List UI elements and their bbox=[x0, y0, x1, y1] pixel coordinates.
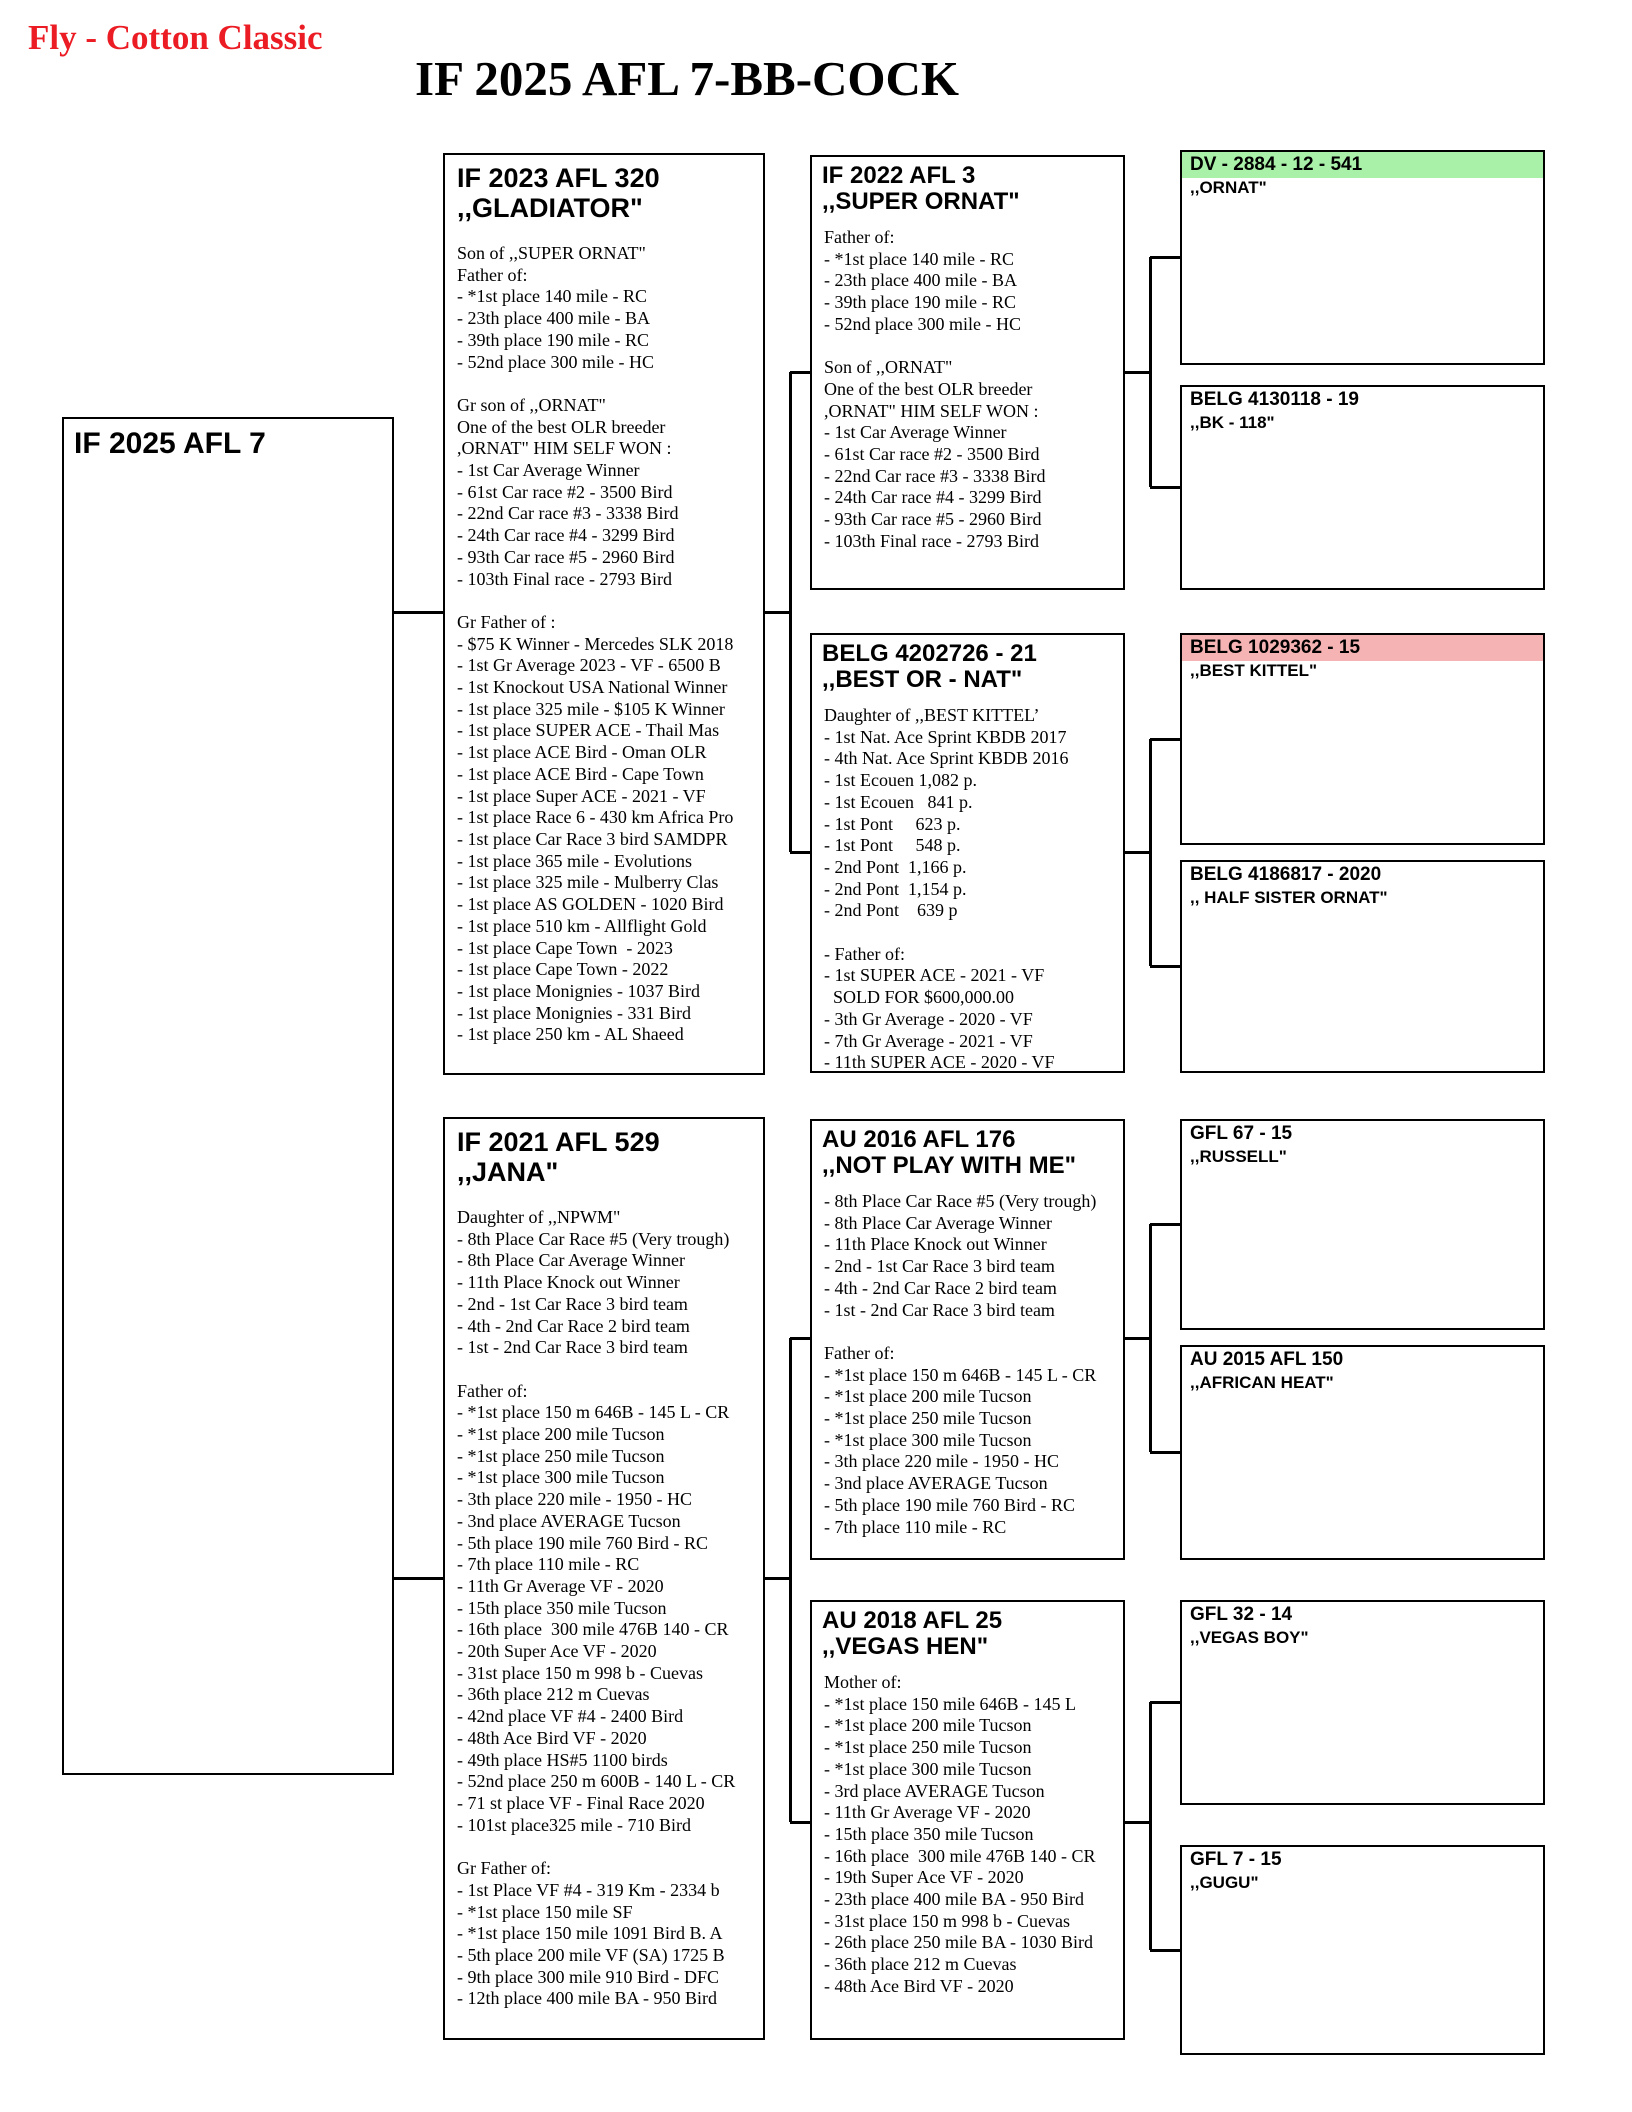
dam-dam-achievements bbox=[812, 1672, 1123, 1998]
achievement-line: Father of: bbox=[824, 227, 895, 247]
achievement-line: - 1st place SUPER ACE - Thail Mas bbox=[457, 720, 720, 741]
sire-sire-ring-id: IF 2022 AFL 3 bbox=[822, 162, 976, 189]
achievement-line: - 1st Ecouen 841 p. bbox=[824, 791, 973, 812]
dam-sire-achievements bbox=[812, 1191, 1123, 1538]
achievement-line: - 2nd - 1st Car Race 3 bird team bbox=[824, 1256, 1055, 1277]
achievement-line: - 48th Ace Bird VF - 2020 bbox=[457, 1727, 647, 1748]
achievement-line bbox=[457, 1836, 755, 1858]
achievement-line: - *1st place 250 mile Tucson bbox=[457, 1445, 665, 1466]
connector-line bbox=[394, 1577, 443, 1580]
gen4-name: ,,AFRICAN HEAT" bbox=[1190, 1373, 1334, 1392]
achievement-line: - *1st place 150 mile 646B - 145 L bbox=[824, 1693, 1076, 1714]
achievement-line: - 1st Ecouen 1,082 p. bbox=[824, 770, 977, 791]
achievement-line: - *1st place 150 m 646B - 145 L - CR bbox=[457, 1402, 730, 1423]
achievement-line: Gr son of ,,ORNAT" bbox=[457, 394, 606, 415]
achievement-line: - 1st place 325 mile - $105 K Winner bbox=[457, 698, 725, 719]
achievement-line: - 11th Gr Average VF - 2020 bbox=[824, 1802, 1031, 1823]
achievement-line: - Father of: bbox=[824, 943, 905, 964]
achievement-line: Son of ,,SUPER ORNAT" bbox=[457, 243, 646, 263]
achievement-line: - 4th - 2nd Car Race 2 bird team bbox=[824, 1277, 1057, 1298]
achievement-line: - *1st place 200 mile Tucson bbox=[824, 1386, 1032, 1407]
connector-line bbox=[789, 372, 792, 852]
gen4-ring-id: GFL 7 - 15 bbox=[1190, 1849, 1282, 1870]
connector-line bbox=[1149, 1224, 1152, 1452]
achievement-line: - 5th place 190 mile 760 Bird - RC bbox=[824, 1494, 1075, 1515]
subject-ring-id: IF 2025 AFL 7 bbox=[74, 427, 266, 460]
connector-line bbox=[1150, 1451, 1180, 1454]
achievement-line: - 93th Car race #5 - 2960 Bird bbox=[457, 546, 675, 567]
achievement-line: - 16th place 300 mile 476B 140 - CR bbox=[824, 1845, 1096, 1866]
connector-line bbox=[1150, 256, 1180, 259]
sire-dam-ring-id: BELG 4202726 - 21 bbox=[822, 640, 1037, 667]
achievement-line: - 36th place 212 m Cuevas bbox=[824, 1954, 1017, 1975]
achievement-line: Father of: bbox=[457, 1380, 528, 1401]
sire-dam-name: ,,BEST OR - NAT" bbox=[822, 666, 1023, 693]
dam-sire-box bbox=[810, 1119, 1125, 1560]
gen4-box-russell bbox=[1180, 1119, 1545, 1330]
sire-ring-id: IF 2023 AFL 320 bbox=[457, 163, 660, 193]
achievement-line: - 93th Car race #5 - 2960 Bird bbox=[824, 509, 1042, 530]
achievement-line bbox=[824, 336, 1115, 358]
gen4-name: ,,ORNAT" bbox=[1190, 178, 1267, 197]
gen4-box-ornat bbox=[1180, 150, 1545, 365]
achievement-line: - $75 K Winner - Mercedes SLK 2018 bbox=[457, 633, 734, 654]
achievement-line: - 3nd place AVERAGE Tucson bbox=[457, 1510, 681, 1531]
connector-line bbox=[1150, 1223, 1180, 1226]
achievement-line: - 1st Pont 623 p. bbox=[824, 813, 961, 834]
achievement-line: ,ORNAT" HIM SELF WON : bbox=[457, 438, 672, 459]
achievement-line: - 1st place 510 km - Allflight Gold bbox=[457, 915, 707, 936]
achievement-line: - 15th place 350 mile Tucson bbox=[457, 1597, 667, 1618]
achievement-line: - 5th place 190 mile 760 Bird - RC bbox=[457, 1532, 708, 1553]
sire-sire-box bbox=[810, 155, 1125, 590]
connector-line bbox=[1149, 1702, 1152, 1950]
achievement-line: - 23th place 400 mile - BA bbox=[457, 308, 650, 329]
achievement-line bbox=[824, 922, 1115, 944]
achievement-line: Mother of: bbox=[824, 1672, 902, 1692]
connector-line bbox=[1150, 486, 1180, 489]
achievement-line: - 52nd place 300 mile - HC bbox=[457, 351, 654, 372]
achievement-line: - 2nd Pont 1,166 p. bbox=[824, 856, 967, 877]
achievement-line bbox=[824, 1321, 1115, 1343]
achievement-line: - *1st place 300 mile Tucson bbox=[824, 1429, 1032, 1450]
achievement-line: Son of ,,ORNAT" bbox=[824, 357, 953, 378]
gen4-box-gugu bbox=[1180, 1845, 1545, 2055]
connector-line bbox=[1150, 1949, 1180, 1952]
achievement-line: - *1st place 300 mile Tucson bbox=[824, 1758, 1032, 1779]
gen4-box-best-kittel bbox=[1180, 633, 1545, 845]
achievement-line: - 23th place 400 mile - BA bbox=[824, 270, 1017, 291]
subject-box bbox=[62, 417, 394, 1775]
connector-line bbox=[1125, 851, 1150, 854]
gen4-name: ,,BEST KITTEL" bbox=[1190, 661, 1318, 680]
achievement-line: - 1st Nat. Ace Sprint KBDB 2017 bbox=[824, 726, 1067, 747]
achievement-line: - 3rd place AVERAGE Tucson bbox=[824, 1780, 1045, 1801]
sire-sire-name: ,,SUPER ORNAT" bbox=[822, 188, 1020, 215]
achievement-line: - 49th place HS#5 1100 birds bbox=[457, 1749, 668, 1770]
achievement-line: - 2nd Pont 639 p bbox=[824, 900, 958, 921]
gen4-name: ,,VEGAS BOY" bbox=[1190, 1628, 1309, 1647]
achievement-line: - 1st Car Average Winner bbox=[824, 422, 1007, 443]
achievement-line: - 1st place Race 6 - 430 km Africa Pro bbox=[457, 807, 734, 828]
achievement-line: - 7th Gr Average - 2021 - VF bbox=[824, 1030, 1033, 1051]
page-title: IF 2025 AFL 7-BB-COCK bbox=[415, 51, 960, 106]
achievement-line: - *1st place 150 mile 1091 Bird B. A bbox=[457, 1923, 723, 1944]
achievement-line: Gr Father of: bbox=[457, 1858, 551, 1879]
achievement-line: - 1st place 325 mile - Mulberry Clas bbox=[457, 872, 719, 893]
dam-dam-box bbox=[810, 1600, 1125, 2040]
connector-line bbox=[790, 851, 810, 854]
achievement-line: - 61st Car race #2 - 3500 Bird bbox=[457, 481, 673, 502]
achievement-line: - *1st place 150 mile SF bbox=[457, 1901, 633, 1922]
achievement-line bbox=[457, 1359, 755, 1381]
achievement-line bbox=[457, 590, 755, 612]
achievement-line bbox=[457, 373, 755, 395]
gen4-name: ,, HALF SISTER ORNAT" bbox=[1190, 888, 1388, 907]
dam-dam-ring-id: AU 2018 AFL 25 bbox=[822, 1607, 1003, 1634]
gen4-ring-id: BELG 4130118 - 19 bbox=[1190, 389, 1359, 410]
achievement-line: - *1st place 250 mile Tucson bbox=[824, 1737, 1032, 1758]
achievement-line: - 3th Gr Average - 2020 - VF bbox=[824, 1008, 1033, 1029]
achievement-line: - 9th place 300 mile 910 Bird - DFC bbox=[457, 1966, 719, 1987]
achievement-line: - 42nd place VF #4 - 2400 Bird bbox=[457, 1706, 684, 1727]
achievement-line: - 31st place 150 m 998 b - Cuevas bbox=[824, 1910, 1070, 1931]
connector-line bbox=[1125, 1337, 1150, 1340]
achievement-line: Father of: bbox=[457, 264, 528, 285]
connector-line bbox=[765, 611, 790, 614]
achievement-line: - 36th place 212 m Cuevas bbox=[457, 1684, 650, 1705]
achievement-line: - 22nd Car race #3 - 3338 Bird bbox=[824, 465, 1046, 486]
achievement-line: Father of: bbox=[824, 1342, 895, 1363]
dam-ring-id: IF 2021 AFL 529 bbox=[457, 1127, 660, 1157]
achievement-line: - *1st place 140 mile - RC bbox=[824, 248, 1014, 269]
connector-line bbox=[790, 1337, 810, 1340]
achievement-line: - 71 st place VF - Final Race 2020 bbox=[457, 1792, 705, 1813]
gen4-ring-id: GFL 67 - 15 bbox=[1190, 1123, 1293, 1144]
achievement-line: - 11th Place Knock out Winner bbox=[457, 1272, 680, 1293]
achievement-line: - 2nd - 1st Car Race 3 bird team bbox=[457, 1293, 688, 1314]
dam-sire-ring-id: AU 2016 AFL 176 bbox=[822, 1126, 1016, 1153]
achievement-line: - 1st Car Average Winner bbox=[457, 460, 640, 481]
dam-achievements bbox=[445, 1207, 763, 2010]
achievement-line: - 3th place 220 mile - 1950 - HC bbox=[457, 1489, 692, 1510]
achievement-line: - 103th Final race - 2793 Bird bbox=[457, 568, 672, 589]
connector-line bbox=[789, 1338, 792, 1822]
sire-sire-achievements bbox=[812, 227, 1123, 553]
achievement-line: - 1st place Cape Town - 2022 bbox=[457, 959, 669, 980]
achievement-line: - 31st place 150 m 998 b - Cuevas bbox=[457, 1662, 703, 1683]
dam-box bbox=[443, 1117, 765, 2040]
achievement-line: - 4th - 2nd Car Race 2 bird team bbox=[457, 1315, 690, 1336]
achievement-line: - 7th place 110 mile - RC bbox=[824, 1516, 1007, 1537]
achievement-line: - 24th Car race #4 - 3299 Bird bbox=[824, 487, 1042, 508]
achievement-line: - *1st place 300 mile Tucson bbox=[457, 1467, 665, 1488]
achievement-line: One of the best OLR breeder bbox=[457, 416, 666, 437]
connector-line bbox=[790, 1821, 810, 1824]
achievement-line: - 22nd Car race #3 - 3338 Bird bbox=[457, 503, 679, 524]
achievement-line: SOLD FOR $600,000.00 bbox=[824, 987, 1015, 1008]
achievement-line: - 52nd place 300 mile - HC bbox=[824, 313, 1021, 334]
achievement-line: - 1st place Super ACE - 2021 - VF bbox=[457, 785, 706, 806]
achievement-line: - 11th SUPER ACE - 2020 - VF bbox=[824, 1052, 1055, 1073]
connector-line bbox=[1150, 965, 1180, 968]
achievement-line: - 61st Car race #2 - 3500 Bird bbox=[824, 444, 1040, 465]
gen4-box-half-sister-ornat bbox=[1180, 860, 1545, 1073]
achievement-line: - 8th Place Car Race #5 (Very trough) bbox=[824, 1191, 1097, 1211]
achievement-line: - 39th place 190 mile - RC bbox=[824, 292, 1016, 313]
achievement-line: - 101st place325 mile - 710 Bird bbox=[457, 1814, 691, 1835]
gen4-name: ,,RUSSELL" bbox=[1190, 1147, 1287, 1166]
gen4-ring-id: BELG 4186817 - 2020 bbox=[1190, 864, 1382, 885]
achievement-line: - 11th Place Knock out Winner bbox=[824, 1234, 1047, 1255]
achievement-line: - 1st place ACE Bird - Oman OLR bbox=[457, 742, 707, 763]
connector-line bbox=[765, 1577, 790, 1580]
achievement-line: - 48th Ace Bird VF - 2020 bbox=[824, 1975, 1014, 1996]
achievement-line: - 20th Super Ace VF - 2020 bbox=[457, 1641, 657, 1662]
achievement-line: Daughter of ,,BEST KITTEL’ bbox=[824, 705, 1040, 725]
gen4-ring-id: BELG 1029362 - 15 bbox=[1182, 635, 1543, 661]
gen4-ring-id: DV - 2884 - 12 - 541 bbox=[1182, 152, 1543, 178]
sire-dam-box bbox=[810, 633, 1125, 1073]
dam-name: ,,JANA" bbox=[457, 1157, 559, 1187]
connector-line bbox=[1125, 1821, 1150, 1824]
achievement-line: - 1st Gr Average 2023 - VF - 6500 B bbox=[457, 655, 721, 676]
achievement-line: - *1st place 150 m 646B - 145 L - CR bbox=[824, 1364, 1097, 1385]
gen4-box-african-heat bbox=[1180, 1345, 1545, 1560]
achievement-line: - 1st place ACE Bird - Cape Town bbox=[457, 763, 704, 784]
achievement-line: - 3nd place AVERAGE Tucson bbox=[824, 1473, 1048, 1494]
achievement-line: - *1st place 140 mile - RC bbox=[457, 286, 647, 307]
connector-line bbox=[1150, 1701, 1180, 1704]
connector-line bbox=[394, 611, 443, 614]
achievement-line: - 1st place Monignies - 331 Bird bbox=[457, 1002, 691, 1023]
achievement-line: - 8th Place Car Average Winner bbox=[457, 1250, 686, 1271]
achievement-line: - 1st SUPER ACE - 2021 - VF bbox=[824, 965, 1045, 986]
achievement-line: - 39th place 190 mile - RC bbox=[457, 329, 649, 350]
achievement-line: - *1st place 250 mile Tucson bbox=[824, 1408, 1032, 1429]
achievement-line: Daughter of ,,NPWM" bbox=[457, 1207, 621, 1227]
gen4-ring-id: AU 2015 AFL 150 bbox=[1190, 1349, 1344, 1370]
achievement-line: - 1st - 2nd Car Race 3 bird team bbox=[824, 1299, 1055, 1320]
achievement-line: - 1st Place VF #4 - 319 Km - 2334 b bbox=[457, 1879, 720, 1900]
achievement-line: - 23th place 400 mile BA - 950 Bird bbox=[824, 1889, 1084, 1910]
achievement-line: - 12th place 400 mile BA - 950 Bird bbox=[457, 1988, 717, 2009]
connector-line bbox=[1149, 257, 1152, 487]
achievement-line: - 1st Pont 548 p. bbox=[824, 835, 961, 856]
achievement-line: - 8th Place Car Race #5 (Very trough) bbox=[457, 1228, 730, 1249]
connector-line bbox=[1125, 371, 1150, 374]
achievement-line: - 7th place 110 mile - RC bbox=[457, 1554, 640, 1575]
achievement-line: ,ORNAT" HIM SELF WON : bbox=[824, 400, 1039, 421]
dam-dam-name: ,,VEGAS HEN" bbox=[822, 1633, 989, 1660]
achievement-line: - 52nd place 250 m 600B - 140 L - CR bbox=[457, 1771, 736, 1792]
gen4-ring-id: GFL 32 - 14 bbox=[1190, 1604, 1293, 1625]
achievement-line: One of the best OLR breeder bbox=[824, 378, 1033, 399]
sire-box bbox=[443, 153, 765, 1075]
connector-line bbox=[1149, 739, 1152, 966]
achievement-line: - 26th place 250 mile BA - 1030 Bird bbox=[824, 1932, 1093, 1953]
achievement-line: - 1st Knockout USA National Winner bbox=[457, 677, 728, 698]
sire-dam-achievements bbox=[812, 705, 1123, 1073]
connector-line bbox=[1150, 738, 1180, 741]
achievement-line: - 2nd Pont 1,154 p. bbox=[824, 878, 967, 899]
achievement-line: - 1st place 365 mile - Evolutions bbox=[457, 850, 692, 871]
event-brand-title: Fly - Cotton Classic bbox=[28, 18, 323, 57]
connector-line bbox=[790, 371, 810, 374]
gen4-box-vegas-boy bbox=[1180, 1600, 1545, 1805]
achievement-line: - 4th Nat. Ace Sprint KBDB 2016 bbox=[824, 748, 1069, 769]
achievement-line: - 24th Car race #4 - 3299 Bird bbox=[457, 525, 675, 546]
achievement-line: - 1st place Monignies - 1037 Bird bbox=[457, 980, 700, 1001]
dam-sire-name: ,,NOT PLAY WITH ME" bbox=[822, 1152, 1077, 1179]
achievement-line: - 8th Place Car Average Winner bbox=[824, 1212, 1053, 1233]
achievement-line: - 3th place 220 mile - 1950 - HC bbox=[824, 1451, 1059, 1472]
achievement-line: - 1st place Cape Town - 2023 bbox=[457, 937, 673, 958]
sire-name: ,,GLADIATOR" bbox=[457, 193, 643, 223]
gen4-name: ,,GUGU" bbox=[1190, 1873, 1259, 1892]
achievement-line: - 1st place AS GOLDEN - 1020 Bird bbox=[457, 894, 724, 915]
sire-achievements bbox=[445, 243, 763, 1046]
achievement-line: - 1st - 2nd Car Race 3 bird team bbox=[457, 1337, 688, 1358]
gen4-name: ,,BK - 118" bbox=[1190, 413, 1275, 432]
achievement-line: - *1st place 200 mile Tucson bbox=[824, 1715, 1032, 1736]
achievement-line: - *1st place 200 mile Tucson bbox=[457, 1424, 665, 1445]
achievement-line: - 19th Super Ace VF - 2020 bbox=[824, 1867, 1024, 1888]
achievement-line: - 16th place 300 mile 476B 140 - CR bbox=[457, 1619, 729, 1640]
achievement-line: - 1st place 250 km - AL Shaeed bbox=[457, 1024, 684, 1045]
gen4-box-bk118 bbox=[1180, 385, 1545, 590]
achievement-line: - 15th place 350 mile Tucson bbox=[824, 1823, 1034, 1844]
achievement-line: Gr Father of : bbox=[457, 611, 556, 632]
achievement-line: - 5th place 200 mile VF (SA) 1725 B bbox=[457, 1944, 725, 1965]
achievement-line: - 103th Final race - 2793 Bird bbox=[824, 530, 1039, 551]
achievement-line: - 11th Gr Average VF - 2020 bbox=[457, 1575, 664, 1596]
achievement-line: - 1st place Car Race 3 bird SAMDPR bbox=[457, 828, 728, 849]
